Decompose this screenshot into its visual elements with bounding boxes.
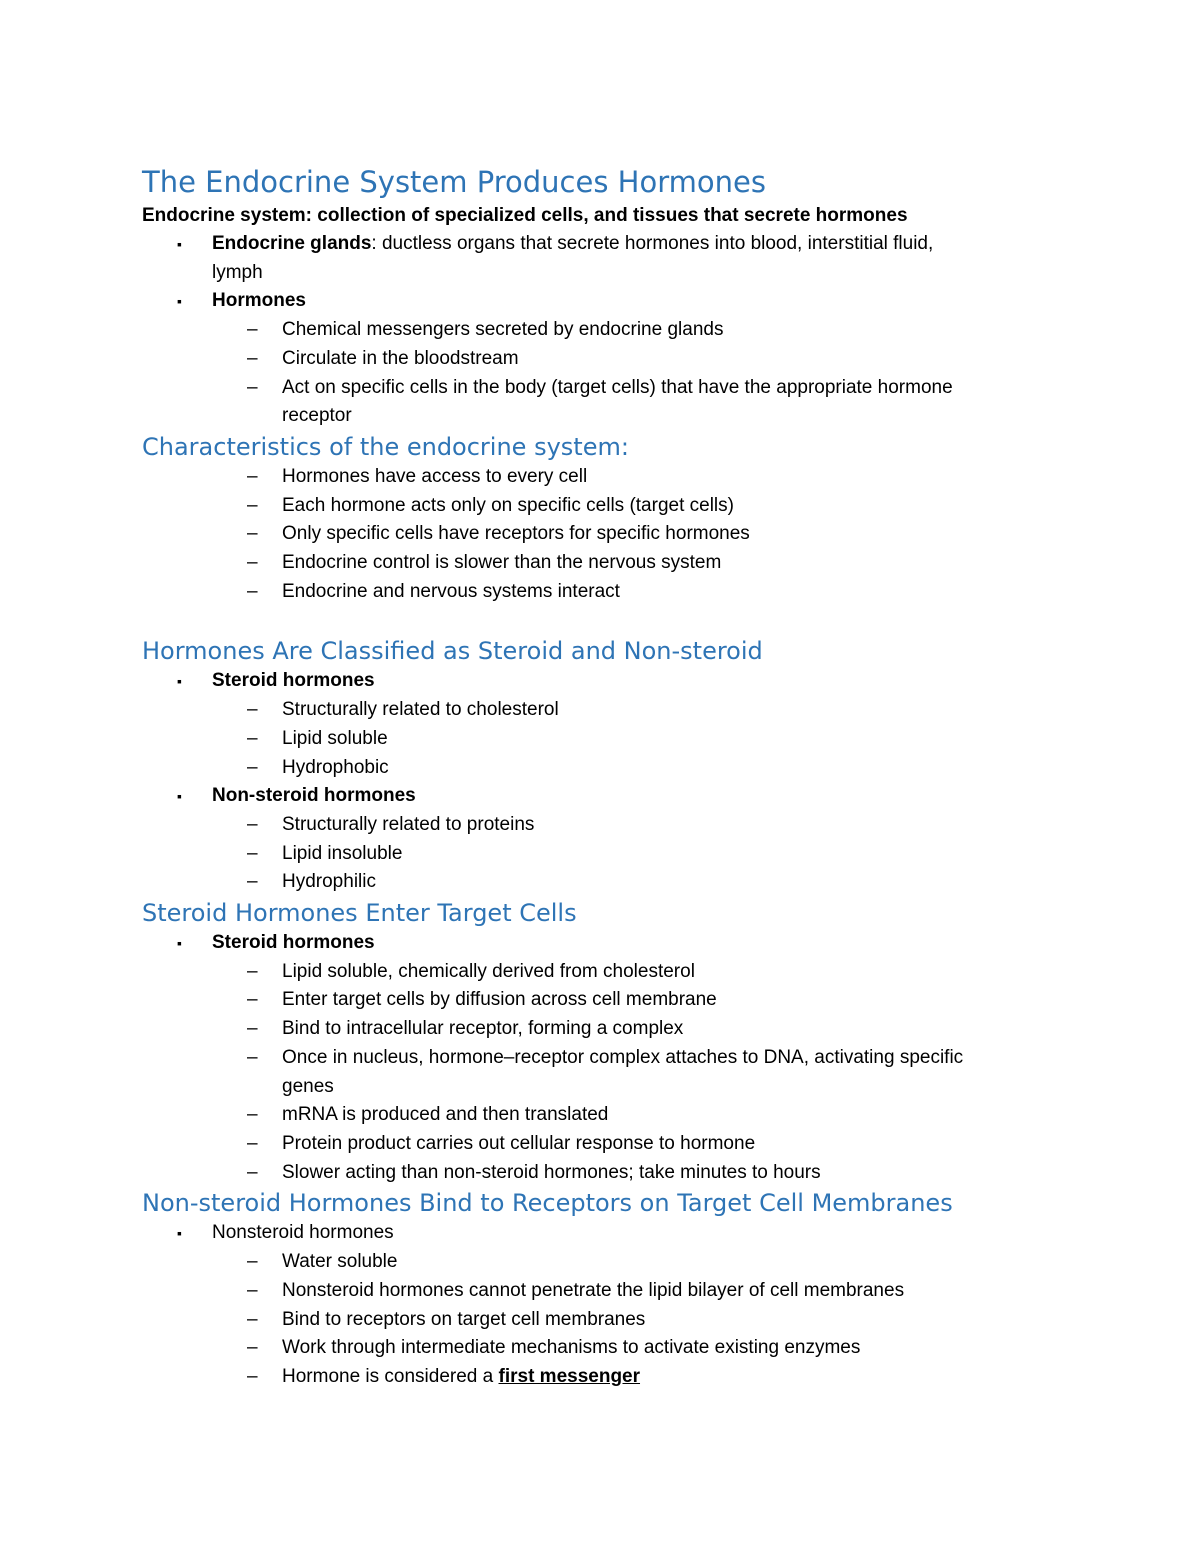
square-bullet-icon: ▪: [177, 788, 182, 805]
first-messenger-term: first messenger: [498, 1365, 641, 1387]
heading-endocrine-system: The Endocrine System Produces Hormones: [142, 165, 766, 199]
dash-bullet-icon: –: [247, 842, 258, 864]
dash-bullet-icon: –: [247, 1046, 258, 1068]
dash-bullet-icon: –: [247, 699, 258, 721]
sub-item: – Lipid soluble: [142, 725, 1072, 754]
dash-bullet-icon: –: [247, 727, 258, 749]
list-item-continuation: lymph: [212, 261, 263, 283]
dash-bullet-icon: –: [247, 376, 258, 398]
sub-item: – Protein product carries out cellular response to hormone: [142, 1130, 1072, 1159]
list-item: [142, 287, 1072, 316]
sub-item-continuation: genes: [282, 1075, 334, 1097]
dash-bullet-icon: –: [247, 552, 258, 574]
list-item: [142, 230, 1072, 259]
square-bullet-icon: ▪: [177, 673, 182, 690]
square-bullet-icon: ▪: [177, 236, 182, 252]
sub-item: – Water soluble: [142, 1248, 1072, 1277]
heading-nonsteroid-receptors: Non-steroid Hormones Bind to Receptors on Target Cell Membranes: [142, 1189, 953, 1218]
sub-item: – Hydrophobic: [142, 754, 1072, 783]
dash-bullet-icon: –: [247, 1104, 258, 1126]
dash-bullet-icon: –: [247, 960, 258, 982]
dash-bullet-icon: –: [247, 871, 258, 893]
term-hormones: Hormones: [212, 290, 306, 312]
list-item: [142, 1219, 1072, 1248]
sub-item: – mRNA is produced and then translated: [142, 1101, 1072, 1130]
sub-item: – Circulate in the bloodstream: [142, 345, 1072, 374]
dash-bullet-icon: –: [247, 1251, 258, 1273]
sub-item: – Hormones have access to every cell: [142, 463, 1072, 492]
dash-bullet-icon: –: [247, 1337, 258, 1359]
sub-item: – Only specific cells have receptors for specific hormones: [142, 520, 1072, 549]
list-item: [142, 929, 1072, 958]
sub-item: – Bind to intracellular receptor, forming a complex: [142, 1015, 1072, 1044]
sub-item: – Bind to receptors on target cell membranes: [142, 1306, 1072, 1335]
sub-item: – Nonsteroid hormones cannot penetrate the lipid bilayer of cell membranes: [142, 1277, 1072, 1306]
sub-item: – Lipid insoluble: [142, 840, 1072, 869]
heading-characteristics: Characteristics of the endocrine system:: [142, 432, 629, 461]
dash-bullet-icon: –: [247, 319, 258, 341]
sub-item: – Structurally related to proteins: [142, 811, 1072, 840]
dash-bullet-icon: –: [247, 813, 258, 835]
document-page: [142, 163, 1072, 1392]
sub-item: – Each hormone acts only on specific cells (target cells): [142, 492, 1072, 521]
sub-item: – Hormone is considered a first messenger: [142, 1363, 1072, 1392]
dash-bullet-icon: –: [247, 1365, 258, 1387]
dash-bullet-icon: –: [247, 347, 258, 369]
sub-item: – Slower acting than non-steroid hormones; take minutes to hours: [142, 1159, 1072, 1188]
dash-bullet-icon: –: [247, 1308, 258, 1330]
heading-steroid-enter-cells: Steroid Hormones Enter Target Cells: [142, 899, 577, 928]
dash-bullet-icon: –: [247, 1018, 258, 1040]
intro-definition: Endocrine system: collection of specialized cells, and tissues that secrete hormones: [142, 205, 908, 226]
dash-bullet-icon: –: [247, 1279, 258, 1301]
term-non-steroid-hormones: Non-steroid hormones: [212, 785, 416, 807]
list-item: [142, 782, 1072, 811]
heading-classification: Hormones Are Classified as Steroid and Non-steroid: [142, 637, 763, 666]
sub-item: – Work through intermediate mechanisms to activate existing enzymes: [142, 1334, 1072, 1363]
sub-item: – Structurally related to cholesterol: [142, 696, 1072, 725]
sub-item: – Once in nucleus, hormone–receptor complex attaches to DNA, activating specific: [142, 1044, 1072, 1073]
list-item: [142, 667, 1072, 696]
term-nonsteroid-hormones: Nonsteroid hormones: [212, 1222, 394, 1244]
dash-bullet-icon: –: [247, 1132, 258, 1154]
dash-bullet-icon: –: [247, 1161, 258, 1183]
dash-bullet-icon: –: [247, 465, 258, 487]
sub-item: – Chemical messengers secreted by endocrine glands: [142, 316, 1072, 345]
dash-bullet-icon: –: [247, 494, 258, 516]
definition-endocrine-glands: : ductless organs that secrete hormones into blood, interstitial fluid,: [371, 233, 934, 254]
dash-bullet-icon: –: [247, 580, 258, 602]
term-endocrine-glands: Endocrine glands: [212, 233, 372, 254]
term-steroid-hormones: Steroid hormones: [212, 932, 375, 954]
term-steroid-hormones: Steroid hormones: [212, 670, 375, 692]
dash-bullet-icon: –: [247, 989, 258, 1011]
sub-item: – Endocrine control is slower than the nervous system: [142, 549, 1072, 578]
sub-item: – Endocrine and nervous systems interact: [142, 578, 1072, 607]
square-bullet-icon: ▪: [177, 935, 182, 952]
square-bullet-icon: ▪: [177, 293, 182, 310]
sub-item-continuation: receptor: [282, 405, 352, 427]
dash-bullet-icon: –: [247, 523, 258, 545]
sub-item: – Hydrophilic: [142, 868, 1072, 897]
sub-item: – Lipid soluble, chemically derived from cholesterol: [142, 958, 1072, 987]
sub-item: – Act on specific cells in the body (target cells) that have the appropriate hormone: [142, 374, 1072, 403]
square-bullet-icon: ▪: [177, 1225, 182, 1242]
sub-item: – Enter target cells by diffusion across cell membrane: [142, 986, 1072, 1015]
dash-bullet-icon: –: [247, 756, 258, 778]
spacer: [142, 606, 1072, 635]
